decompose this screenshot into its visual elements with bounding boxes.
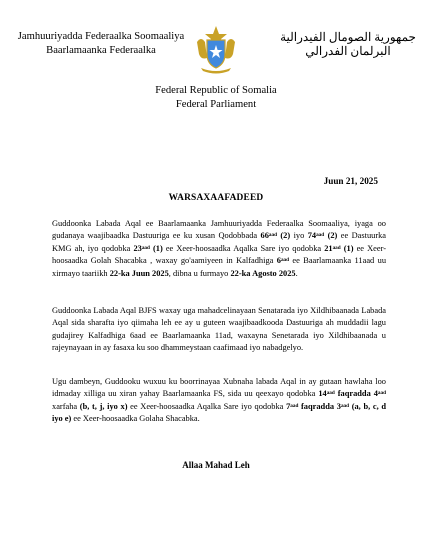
letterhead-arabic <box>278 30 418 58</box>
document-date: Juun 21, 2025 <box>323 176 378 186</box>
letterhead-english-line1: Federal Republic of Somalia <box>155 85 277 96</box>
p1-bold: 66 <box>260 231 269 241</box>
p1-bold: 74 <box>307 231 317 241</box>
letterhead-somali-line2: Baarlamaanka Federaalka <box>46 45 156 56</box>
p1-bold: 21 <box>324 243 333 253</box>
p3-bold: (b, t, j, iyo x) <box>79 401 128 411</box>
document-title: WARSAXAAFADEED <box>168 193 264 203</box>
p3-text: ee Xeer-hoosaadka Golaha Shacabka. <box>71 414 200 424</box>
somali-coat-of-arms-icon <box>193 24 239 74</box>
letterhead-arabic-line1: جمهورية الصومال الفيدرالية <box>280 30 416 44</box>
paragraph-3 <box>52 376 386 426</box>
p3-text: ee Xeer-hoosaadka Aqalka Sare iyo qodobka <box>127 401 287 411</box>
p1-text: ee Xeer-hoosaadka Aqalka Sare iyo qodobka <box>162 243 325 253</box>
closing-line: Allaa Mahad Leh <box>182 460 250 470</box>
p1-text: Guddoonka Labada Aqal ee Baarlamaanka Jamhuuriyadda Federaalka Soomaaliya, iyaga oo gudanaya waajibaadka Dastuuriga ee ku xusan Qodobbada <box>52 219 386 241</box>
p1-text: ee Dastuurka KMG ah, iyo qodobka <box>52 231 387 253</box>
p1-sup: aad <box>141 244 150 251</box>
letterhead-english-line2: Federal Parliament <box>175 99 257 110</box>
p1-text: , dibna u furmayo <box>168 268 231 278</box>
p1-text: ee Xeer-hoosaadka Golah Shacabka , waxay go'aamiyeen in Kalfadhiga <box>52 243 387 266</box>
p3-text: xarfaha <box>52 401 80 411</box>
p1-sup: aad <box>268 232 277 239</box>
p3-bold: faqradda 4 <box>334 389 378 399</box>
p1-sup: aad <box>280 257 290 264</box>
p1-bold: 23 <box>133 243 142 253</box>
p1-bold: (1) <box>149 243 163 253</box>
p3-text: Ugu dambeyn, Guddooku wuxuu ku boorrinayaa Xubnaha labada Aqal in ay gutaan hawlaha loo idmaday xilliga uu xiran yahay Baarlamaanka FS, sida uu qeexayo qodobka <box>52 377 386 399</box>
p3-sup: aad <box>326 390 335 397</box>
p3-bold: 7 <box>286 401 291 411</box>
p1-sup: aad <box>316 232 325 239</box>
p1-bold: (2) <box>276 231 291 241</box>
p3-bold: faqradda 3 <box>298 401 341 411</box>
p3-sup: aad <box>290 402 299 409</box>
p1-text: . <box>295 268 298 278</box>
paragraph-1 <box>52 218 386 280</box>
letterhead-somali-line1: Jamhuuriyadda Federaalka Soomaaliya <box>17 31 185 42</box>
p3-bold: 14 <box>318 389 327 399</box>
p1-bold: 6 <box>276 256 281 266</box>
p1-bold: (1) <box>340 243 354 253</box>
letterhead-english <box>0 84 432 112</box>
p1-bold: 22-ka Agosto 2025 <box>230 268 296 278</box>
letterhead-somali <box>16 30 186 58</box>
p1-sup: aad <box>332 244 341 251</box>
p1-text: ee Baarlamaanka 11aad uu xirmayo taariikh <box>52 256 387 278</box>
p3-bold: (a, b, c, d iyo e) <box>52 401 387 424</box>
letterhead <box>0 30 432 80</box>
p1-bold: 22-ka Juun 2025 <box>109 268 169 278</box>
letterhead-arabic-line2: البرلمان الفدرالي <box>305 44 391 58</box>
paragraph-2: Guddoonka Labada Aqal BJFS waxay uga mahadcelinayaan Senatarada iyo Xildhibaanada Labada Aqal sida sharafta iyo qiimaha leh ee ay u guteen waajibaadkooda Dastuuriga ah muddadii lagu gudajirey Kalfadhiga 6aad ee Baarlamaanka 11ad, waxayna Senetarada iyo Xildhibaanada u rajeynayaan in ay fasaxa ku soo dhammeystaan caafimaad iyo nabadgelyo. <box>52 306 386 353</box>
p1-text: iyo <box>290 231 308 241</box>
p3-sup: aad <box>340 402 350 409</box>
p3-sup: aad <box>377 390 386 397</box>
p1-bold: (2) <box>324 231 338 241</box>
